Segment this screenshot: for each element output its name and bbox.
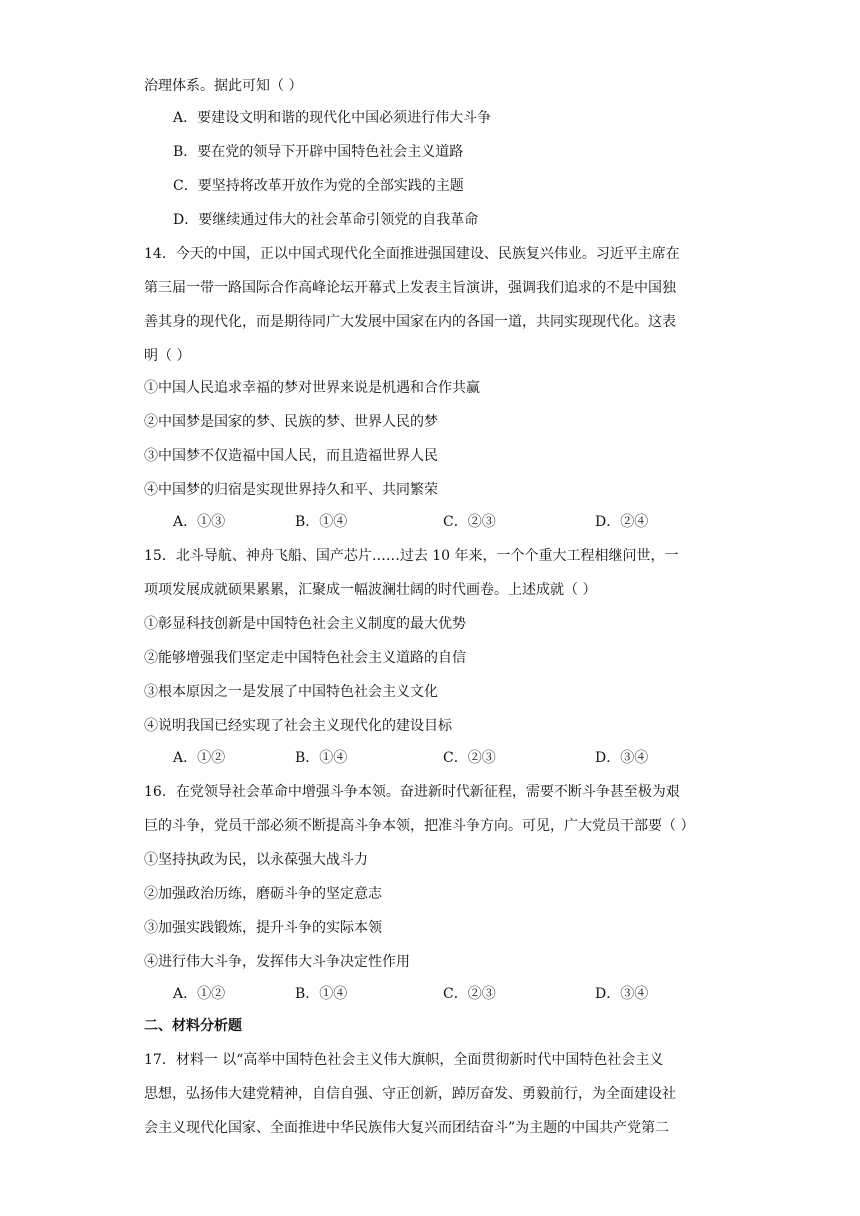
q14-choices <box>0 512 860 532</box>
q13-option-d: D．要继续通过伟大的社会革命引领党的自我革命 <box>173 212 479 228</box>
q15-choice-d: D．③④ <box>595 750 649 766</box>
q14-statement-4: ④中国梦的归宿是实现世界持久和平、共同繁荣 <box>144 482 438 498</box>
q15-statement-1: ①彰显科技创新是中国特色社会主义制度的最大优势 <box>144 616 466 632</box>
q16-choice-b: B．①④ <box>295 986 348 1002</box>
q13-option-c: C．要坚持将改革开放作为党的全部实践的主题 <box>173 178 464 194</box>
q13-stem-tail: 治理体系。据此可知（ ） <box>144 78 303 94</box>
q14-statement-1: ①中国人民追求幸福的梦对世界来说是机遇和合作共赢 <box>144 380 480 396</box>
q16-choice-a: A．①② <box>173 986 226 1002</box>
q14-statement-3: ③中国梦不仅造福中国人民，而且造福世界人民 <box>144 448 438 464</box>
q14-stem-line: 善其身的现代化，而是期待同广大发展中国家在内的各国一道，共同实现现代化。这表 <box>144 314 676 330</box>
q15-statement-4: ④说明我国已经实现了社会主义现代化的建设目标 <box>144 718 452 734</box>
q16-stem-line: 巨的斗争，党员干部必须不断提高斗争本领，把准斗争方向。可见，广大党员干部要（ ） <box>144 818 695 834</box>
q14-stem-line: 明（ ） <box>144 348 191 364</box>
q16-statement-4: ④进行伟大斗争，发挥伟大斗争决定性作用 <box>144 954 410 970</box>
section-heading: 二、材料分析题 <box>144 1018 242 1034</box>
q17-stem-line: 17．材料一 以“高举中国特色社会主义伟大旗帜，全面贯彻新时代中国特色社会主义 <box>144 1052 664 1068</box>
q14-statement-2: ②中国梦是国家的梦、民族的梦、世界人民的梦 <box>144 414 438 430</box>
q14-choice-d: D．②④ <box>595 514 649 530</box>
q15-stem-line: 项项发展成就硕果累累，汇聚成一幅波澜壮阔的时代画卷。上述成就（ ） <box>144 582 597 598</box>
q15-choices <box>0 748 860 768</box>
q17-stem-line: 会主义现代化国家、全面推进中华民族伟大复兴而团结奋斗”为主题的中国共产党第二 <box>144 1120 670 1136</box>
q14-choice-b: B．①④ <box>295 514 348 530</box>
q16-stem-line: 16．在党领导社会革命中增强斗争本领。奋进新时代新征程，需要不断斗争甚至极为艰 <box>144 784 680 800</box>
q14-choice-c: C．②③ <box>443 514 496 530</box>
q16-statement-3: ③加强实践锻炼，提升斗争的实际本领 <box>144 920 382 936</box>
q15-stem-line: 15．北斗导航、神舟飞船、国产芯片……过去 10 年来，一个个重大工程相继问世，一 <box>144 548 679 564</box>
q13-option-b: B．要在党的领导下开辟中国特色社会主义道路 <box>173 144 464 160</box>
q17-stem-line: 思想，弘扬伟大建党精神，自信自强、守正创新，踔厉奋发、勇毅前行，为全面建设社 <box>144 1086 676 1102</box>
q16-statement-1: ①坚持执政为民，以永葆强大战斗力 <box>144 852 368 868</box>
q15-choice-b: B．①④ <box>295 750 348 766</box>
q15-statement-2: ②能够增强我们坚定走中国特色社会主义道路的自信 <box>144 650 466 666</box>
q13-option-a: A．要建设文明和谐的现代化中国必须进行伟大斗争 <box>173 110 492 126</box>
q15-statement-3: ③根本原因之一是发展了中国特色社会主义文化 <box>144 684 438 700</box>
q14-stem-line: 14．今天的中国，正以中国式现代化全面推进强国建设、民族复兴伟业。习近平主席在 <box>144 246 680 262</box>
q15-choice-c: C．②③ <box>443 750 496 766</box>
q14-stem-line: 第三届一带一路国际合作高峰论坛开幕式上发表主旨演讲，强调我们追求的不是中国独 <box>144 280 676 296</box>
q16-choice-d: D．③④ <box>595 986 649 1002</box>
q16-statement-2: ②加强政治历练，磨砺斗争的坚定意志 <box>144 886 382 902</box>
q16-choice-c: C．②③ <box>443 986 496 1002</box>
q16-choices <box>0 984 860 1004</box>
q15-choice-a: A．①② <box>173 750 226 766</box>
q14-choice-a: A．①③ <box>173 514 226 530</box>
